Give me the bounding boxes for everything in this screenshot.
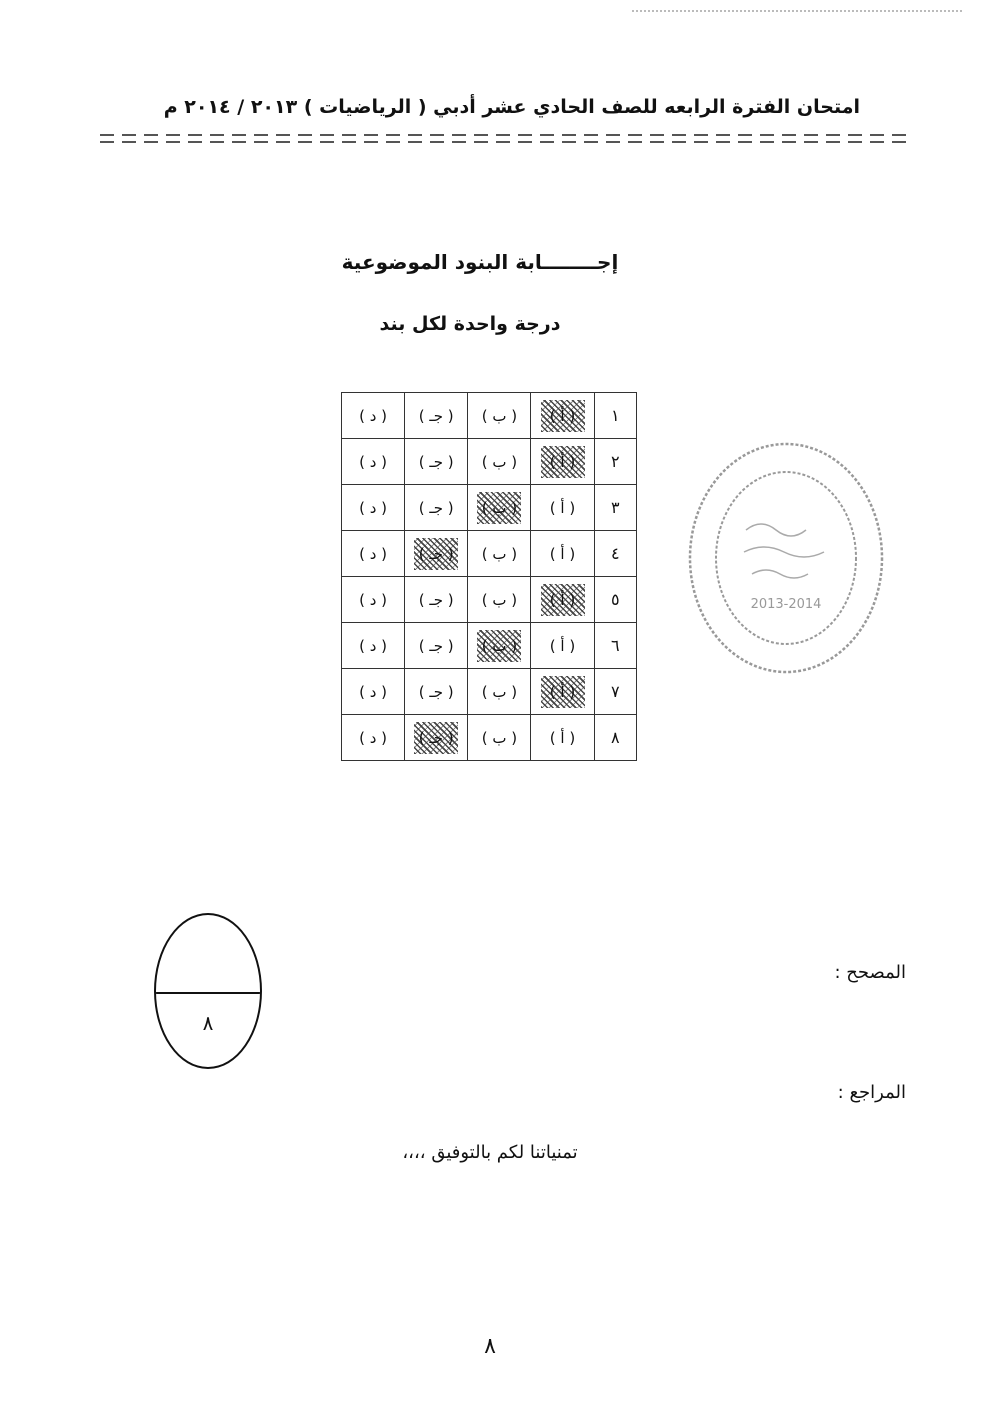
answer-option: ( د )	[342, 715, 405, 761]
answer-option: ( ب )	[468, 669, 531, 715]
answer-row	[342, 577, 637, 623]
answer-option: ( ب )	[468, 715, 531, 761]
answer-row	[342, 715, 637, 761]
answer-row	[342, 485, 637, 531]
question-number: ٦	[594, 623, 636, 669]
answer-option-marked: ( ب )	[468, 623, 531, 669]
answer-option: ( جـ )	[405, 439, 468, 485]
answer-option: ( أ )	[531, 623, 594, 669]
answer-row	[342, 669, 637, 715]
answer-option-marked: ( أ )	[531, 577, 594, 623]
answer-option: ( ب )	[468, 439, 531, 485]
section-subtitle: درجة واحدة لكل بند	[379, 313, 561, 335]
answer-option: ( أ )	[531, 715, 594, 761]
answer-row	[342, 531, 637, 577]
answer-option: ( أ )	[531, 485, 594, 531]
answer-option: ( جـ )	[405, 577, 468, 623]
answer-option: ( ب )	[468, 393, 531, 439]
exam-header-title: امتحان الفترة الرابعه للصف الحادي عشر أدبي ( الرياضيات ) ٢٠١٣ / ٢٠١٤ م	[163, 96, 860, 118]
section-title: إجــــــــابة البنود الموضوعية	[341, 250, 619, 274]
question-number: ٥	[594, 577, 636, 623]
answer-row	[342, 439, 637, 485]
answer-grid	[341, 392, 637, 761]
question-number: ٣	[594, 485, 636, 531]
answer-option: ( د )	[342, 577, 405, 623]
school-seal-stamp	[686, 440, 886, 676]
answer-option-marked: ( أ )	[531, 669, 594, 715]
closing-wishes: تمنياتنا لكم بالتوفيق ،،،،	[402, 1142, 578, 1163]
answer-option: ( جـ )	[405, 393, 468, 439]
seal-date-text: 2013-2014	[750, 597, 822, 612]
answer-option-marked: ( أ )	[531, 439, 594, 485]
question-number: ١	[594, 393, 636, 439]
top-dotted-line	[632, 10, 962, 12]
question-number: ٧	[594, 669, 636, 715]
score-divider	[156, 992, 260, 994]
question-number: ٢	[594, 439, 636, 485]
page-number: ٨	[484, 1334, 496, 1359]
score-max-value: ٨	[202, 1011, 214, 1035]
question-number: ٨	[594, 715, 636, 761]
answer-option-marked: ( ب )	[468, 485, 531, 531]
answer-option: ( جـ )	[405, 623, 468, 669]
answer-row	[342, 623, 637, 669]
header-double-dashed-rule	[100, 134, 910, 144]
answer-option: ( ب )	[468, 577, 531, 623]
score-oval	[154, 913, 262, 1069]
answer-option: ( د )	[342, 393, 405, 439]
answer-option: ( أ )	[531, 531, 594, 577]
answer-option: ( د )	[342, 623, 405, 669]
reviewer-label: المراجع :	[837, 1082, 906, 1103]
corrector-label: المصحح :	[834, 962, 906, 983]
answer-option-marked: ( جـ )	[405, 715, 468, 761]
answer-option: ( د )	[342, 439, 405, 485]
answer-option: ( جـ )	[405, 485, 468, 531]
answer-option-marked: ( جـ )	[405, 531, 468, 577]
answer-option: ( د )	[342, 669, 405, 715]
answer-option: ( د )	[342, 485, 405, 531]
answer-row	[342, 393, 637, 439]
answer-option: ( ب )	[468, 531, 531, 577]
answer-option: ( د )	[342, 531, 405, 577]
answer-option: ( جـ )	[405, 669, 468, 715]
question-number: ٤	[594, 531, 636, 577]
answer-option-marked: ( أ )	[531, 393, 594, 439]
